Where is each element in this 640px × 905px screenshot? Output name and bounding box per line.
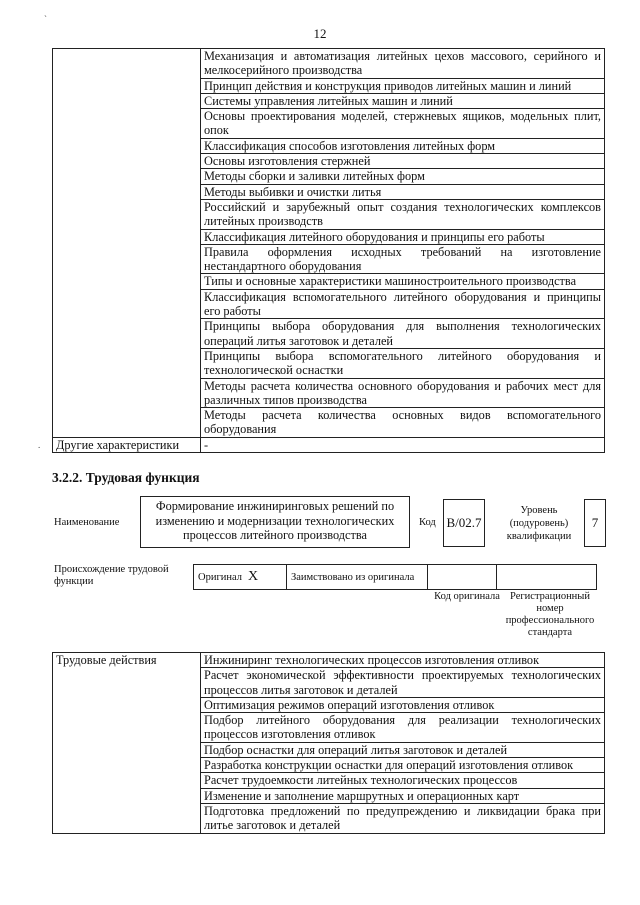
other-characteristics-value: - xyxy=(201,437,605,452)
knowledge-row: Принципы выбора оборудования для выполнения технологических операций литья заготовок и деталей xyxy=(201,319,605,349)
knowledge-row: Методы расчета количества основных видов вспомогательного оборудования xyxy=(201,408,605,438)
labor-action-row: Подготовка предложений по предупреждению и ликвидации брака при литье заготовок и деталей xyxy=(201,803,605,833)
level-box: 7 xyxy=(584,499,606,547)
knowledge-row: Методы сборки и заливки литейных форм xyxy=(201,169,605,184)
origin-label: Происхождение трудовой функции xyxy=(54,564,169,587)
knowledge-row: Классификация литейного оборудования и принципы его работы xyxy=(201,229,605,244)
original-mark: X xyxy=(248,569,259,584)
section-title: 3.2.2. Трудовая функция xyxy=(52,470,200,485)
labor-actions-table xyxy=(52,652,605,834)
knowledge-row: Принцип действия и конструкция приводов литейных машин и линий xyxy=(201,78,605,93)
labor-action-row: Изменение и заполнение маршрутных и операционных карт xyxy=(201,788,605,803)
borrowed-label: Заимствовано из оригинала xyxy=(287,565,428,590)
labor-action-row: Оптимизация режимов операций изготовления отливок xyxy=(201,697,605,712)
labor-action-row: Расчет трудоемкости литейных технологических процессов xyxy=(201,773,605,788)
code-label: Код xyxy=(419,517,436,528)
other-characteristics-label: Другие характеристики xyxy=(53,437,201,452)
scan-mark: . xyxy=(38,440,41,450)
labor-action-row: Расчет экономической эффективности проектируемых технологических процессов литья заготовок и деталей xyxy=(201,668,605,698)
code-original-cell xyxy=(428,565,497,590)
code-original-label: Код оригинала xyxy=(434,591,500,602)
origin-table xyxy=(193,564,597,590)
knowledge-label-cell xyxy=(53,49,201,438)
labor-action-row: Разработка конструкции оснастки для операций изготовления отливок xyxy=(201,758,605,773)
reg-number-label: Регистрационный номер профессионального стандарта xyxy=(505,591,595,638)
labor-action-row: Подбор оснастки для операций литья заготовок и деталей xyxy=(201,742,605,757)
labor-actions-label: Трудовые действия xyxy=(53,653,201,834)
knowledge-row: Методы выбивки и очистки литья xyxy=(201,184,605,199)
code-box: B/02.7 xyxy=(443,499,485,547)
knowledge-row: Методы расчета количества основного оборудования и рабочих мест для различных типов производства xyxy=(201,378,605,408)
original-label: Оригинал xyxy=(198,572,242,583)
knowledge-row: Механизация и автоматизация литейных цехов массового, серийного и мелкосерийного производства xyxy=(201,49,605,79)
knowledge-row: Российский и зарубежный опыт создания технологических комплексов литейных производств xyxy=(201,199,605,229)
knowledge-row: Правила оформления исходных требований на изготовление нестандартного оборудования xyxy=(201,244,605,274)
labor-action-row: Подбор литейного оборудования для реализации технологических процессов изготовления отливок xyxy=(201,713,605,743)
labor-action-row: Инжиниринг технологических процессов изготовления отливок xyxy=(201,653,605,668)
name-label: Наименование xyxy=(54,517,120,528)
knowledge-row: Основы проектирования моделей, стержневых ящиков, модельных плит, опок xyxy=(201,109,605,139)
page-number: 12 xyxy=(313,26,327,41)
knowledge-row: Классификация способов изготовления литейных форм xyxy=(201,138,605,153)
knowledge-row: Системы управления литейных машин и линий xyxy=(201,93,605,108)
knowledge-row: Типы и основные характеристики машиностроительного производства xyxy=(201,274,605,289)
knowledge-row: Основы изготовления стержней xyxy=(201,154,605,169)
scan-mark: ` xyxy=(44,14,47,24)
level-label: Уровень (подуровень) квалификации xyxy=(506,505,572,542)
knowledge-row: Классификация вспомогательного литейного оборудования и принципы его работы xyxy=(201,289,605,319)
knowledge-table xyxy=(52,48,605,453)
reg-number-cell xyxy=(497,565,597,590)
function-name-box: Формирование инжиниринговых решений по изменению и модернизации технологических процессов литейного производства xyxy=(140,496,410,548)
knowledge-row: Принципы выбора вспомогательного литейного оборудования и технологической оснастки xyxy=(201,348,605,378)
original-cell xyxy=(194,565,287,590)
